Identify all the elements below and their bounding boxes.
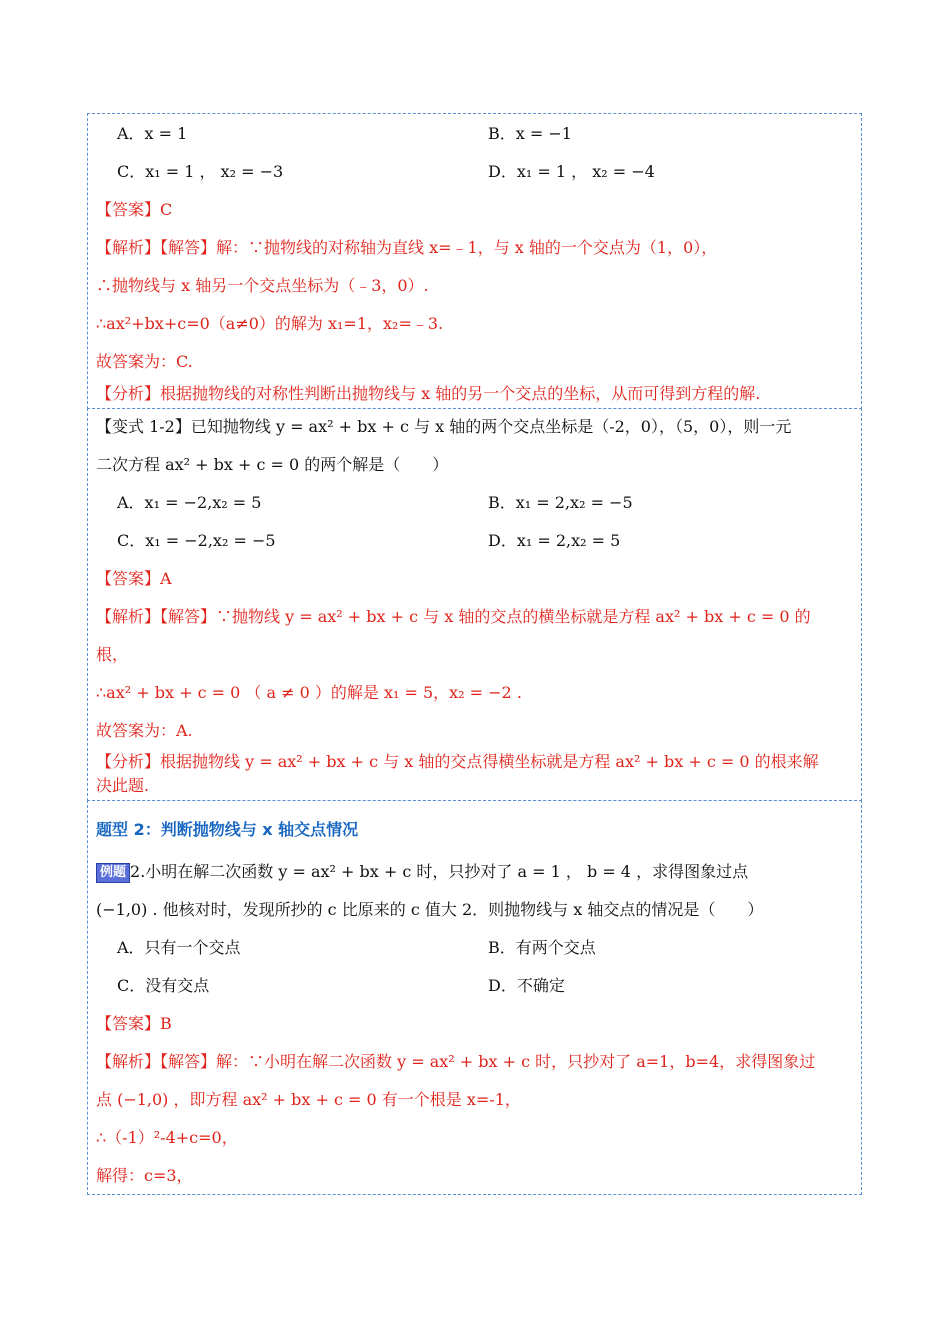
q1-option-a: A．x = 1 [117,124,188,143]
q1-answer: 【答案】C [96,200,173,219]
q1-option-d: D．x₁ = 1 ， x₂ = −4 [488,162,655,181]
q1-option-b: B．x = −1 [488,124,572,143]
q1-analysis-1: 【解析】【解答】解：∵抛物线的对称轴为直线 x=﹣1，与 x 轴的一个交点为（1，0）， [96,238,718,257]
q1-reason: 【分析】根据抛物线的对称性判断出抛物线与 x 轴的另一个交点的坐标，从而可得到方程的解. [96,384,761,403]
q1-final: 故答案为：C. [96,352,193,371]
q2-option-c: C．x₁ = −2,x₂ = −5 [117,531,276,550]
q3-analysis-2: 点 (−1,0) ，即方程 ax² + bx + c = 0 有一个根是 x=-1， [96,1090,521,1109]
q2-stem-1: 【变式 1-2】已知抛物线 y = ax² + bx + c 与 x 轴的两个交点坐标是（-2，0），（5，0），则一元 [96,417,792,436]
q3-stem-1 [96,862,856,883]
q1-analysis-2: ∴抛物线与 x 轴另一个交点坐标为（﹣3，0）. [96,276,429,295]
section-title: 题型 2：判断抛物线与 x 轴交点情况 [96,820,359,839]
q2-answer: 【答案】A [96,569,172,588]
q3-analysis-1: 【解析】【解答】解：∵小明在解二次函数 y = ax² + bx + c 时，只抄对了 a=1，b=4，求得图象过 [96,1052,816,1071]
q2-option-b: B．x₁ = 2,x₂ = −5 [488,493,633,512]
q2-final: 故答案为：A. [96,721,193,740]
q3-analysis-3: ∴（-1）²-4+c=0， [96,1128,238,1147]
q3-option-d: D．不确定 [488,976,565,995]
q2-option-a: A．x₁ = −2,x₂ = 5 [117,493,262,512]
q3-stem-1-text: 2.小明在解二次函数 y = ax² + bx + c 时，只抄对了 a = 1 ， b = 4 ，求得图象过点 [130,862,749,881]
q2-analysis-1: 【解析】【解答】∵抛物线 y = ax² + bx + c 与 x 轴的交点的横坐标就是方程 ax² + bx + c = 0 的 [96,607,811,626]
q2-analysis-2: 根， [96,645,129,664]
q3-answer: 【答案】B [96,1014,172,1033]
q3-option-a: A．只有一个交点 [117,938,241,957]
q2-reason-1: 【分析】根据抛物线 y = ax² + bx + c 与 x 轴的交点得横坐标就是方程 ax² + bx + c = 0 的根来解 [96,752,819,771]
example-badge: 例题 [96,863,130,883]
q2-analysis-3: ∴ax² + bx + c = 0 （ a ≠ 0 ）的解是 x₁ = 5，x₂ = −2 . [96,683,522,702]
q2-stem-2: 二次方程 ax² + bx + c = 0 的两个解是（ ） [96,455,449,474]
q1-option-c: C．x₁ = 1 ， x₂ = −3 [117,162,284,181]
q2-reason-2: 决此题. [96,776,150,795]
q1-analysis-3: ∴ax²+bx+c=0（a≠0）的解为 x₁=1，x₂=﹣3. [96,314,444,333]
q3-option-b: B．有两个交点 [488,938,596,957]
q2-option-d: D．x₁ = 2,x₂ = 5 [488,531,621,550]
q3-stem-2: (−1,0) . 他核对时，发现所抄的 c 比原来的 c 值大 2．则抛物线与 x 轴交点的情况是（ ） [96,900,764,919]
q3-analysis-4: 解得：c=3， [96,1166,193,1185]
q3-option-c: C．没有交点 [117,976,210,995]
